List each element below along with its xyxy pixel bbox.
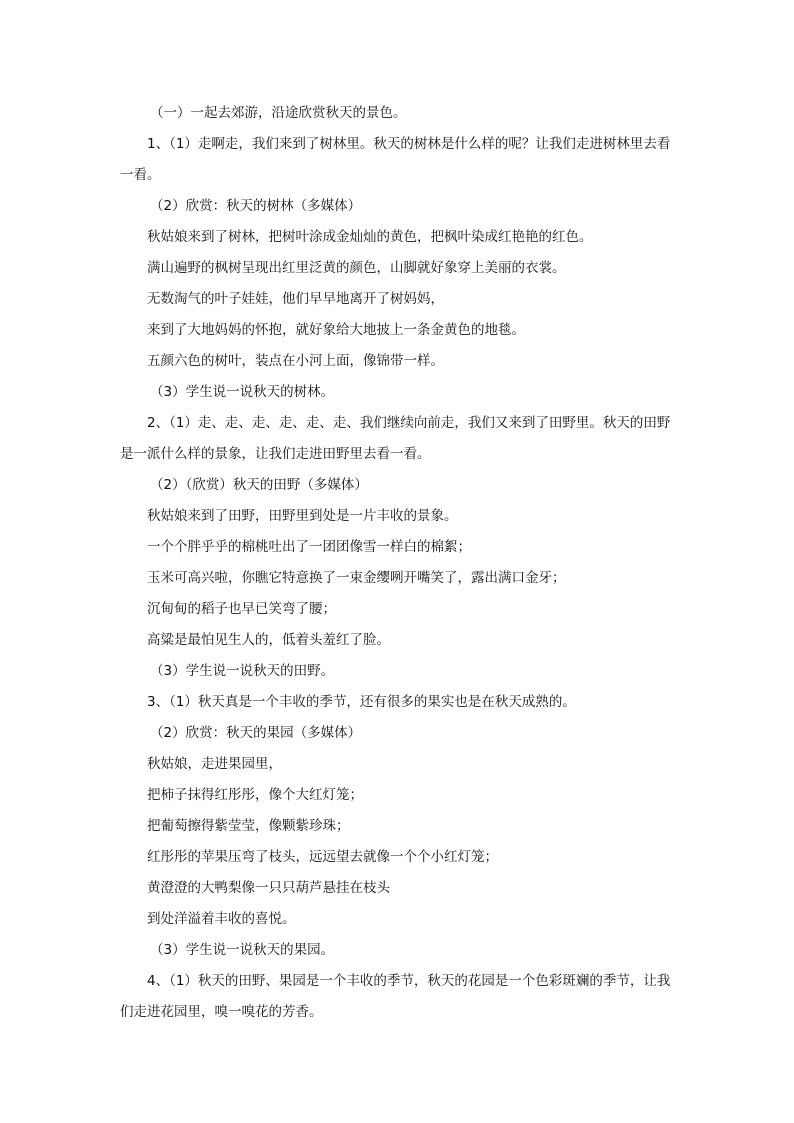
text-line: 秋姑娘来到了树林，把树叶涂成金灿灿的黄色，把枫叶染成红艳艳的红色。	[147, 229, 593, 245]
text-line: 一个个胖乎乎的棉桃吐出了一团团像雪一样白的棉絮；	[147, 539, 471, 555]
text-line: 把柿子抹得红彤彤，像个大红灯笼；	[147, 787, 363, 803]
subheading-orchard: （2）欣赏：秋天的果园（多媒体）	[150, 725, 362, 741]
subheading-field: （2）（欣赏）秋天的田野（多媒体）	[150, 477, 368, 493]
document-body	[120, 98, 680, 1028]
text-line: （3）学生说一说秋天的树林。	[150, 384, 335, 400]
text-line: 红彤彤的苹果压弯了枝头，远远望去就像一个个小红灯笼；	[147, 849, 498, 865]
text-line: 沉甸甸的稻子也早已笑弯了腰；	[147, 601, 336, 617]
text-line: 满山遍野的枫树呈现出红里泛黄的颜色，山脚就好象穿上美丽的衣裳。	[147, 260, 566, 276]
text-line: 无数淘气的叶子娃娃，他们早早地离开了树妈妈，	[147, 291, 444, 307]
paragraph-4: 4、（1）秋天的田野、果园是一个丰收的季节，秋天的花园是一个色彩斑斓的季节，让我们走进花园里，嗅一嗅花的芳香。	[120, 973, 671, 1020]
text-line: （3）学生说一说秋天的果园。	[150, 942, 335, 958]
text-line: （3）学生说一说秋天的田野。	[150, 663, 335, 679]
section-heading: （一）一起去郊游，沿途欣赏秋天的景色。	[150, 105, 407, 121]
text-line: 到处洋溢着丰收的喜悦。	[147, 911, 296, 927]
text-line: 高粱是最怕见生人的，低着头羞红了脸。	[147, 632, 390, 648]
paragraph-3: 3、（1）秋天真是一个丰收的季节，还有很多的果实也是在秋天成熟的。	[147, 694, 576, 710]
text-line: 秋姑娘来到了田野，田野里到处是一片丰收的景象。	[147, 508, 458, 524]
text-line: 黄澄澄的大鸭梨像一只只葫芦悬挂在枝头	[147, 880, 390, 896]
text-line: 五颜六色的树叶，装点在小河上面，像锦带一样。	[147, 353, 444, 369]
paragraph-2: 2、（1）走、走、走、走、走、走、我们继续向前走，我们又来到了田野里。秋天的田野是一派什么样的景象，让我们走进田野里去看一看。	[120, 415, 671, 462]
text-line: 把葡萄擦得紫莹莹，像颗紫珍珠；	[147, 818, 350, 834]
subheading-forest: （2）欣赏：秋天的树林（多媒体）	[150, 198, 362, 214]
text-line: 来到了大地妈妈的怀抱，就好象给大地披上一条金黄色的地毯。	[147, 322, 525, 338]
text-line: 秋姑娘，走进果园里，	[147, 756, 282, 772]
paragraph-1: 1、（1）走啊走，我们来到了树林里。秋天的树林是什么样的呢？让我们走进树林里去看一看。	[120, 136, 671, 183]
text-line: 玉米可高兴啦，你瞧它特意换了一束金缨咧开嘴笑了，露出满口金牙；	[147, 570, 566, 586]
